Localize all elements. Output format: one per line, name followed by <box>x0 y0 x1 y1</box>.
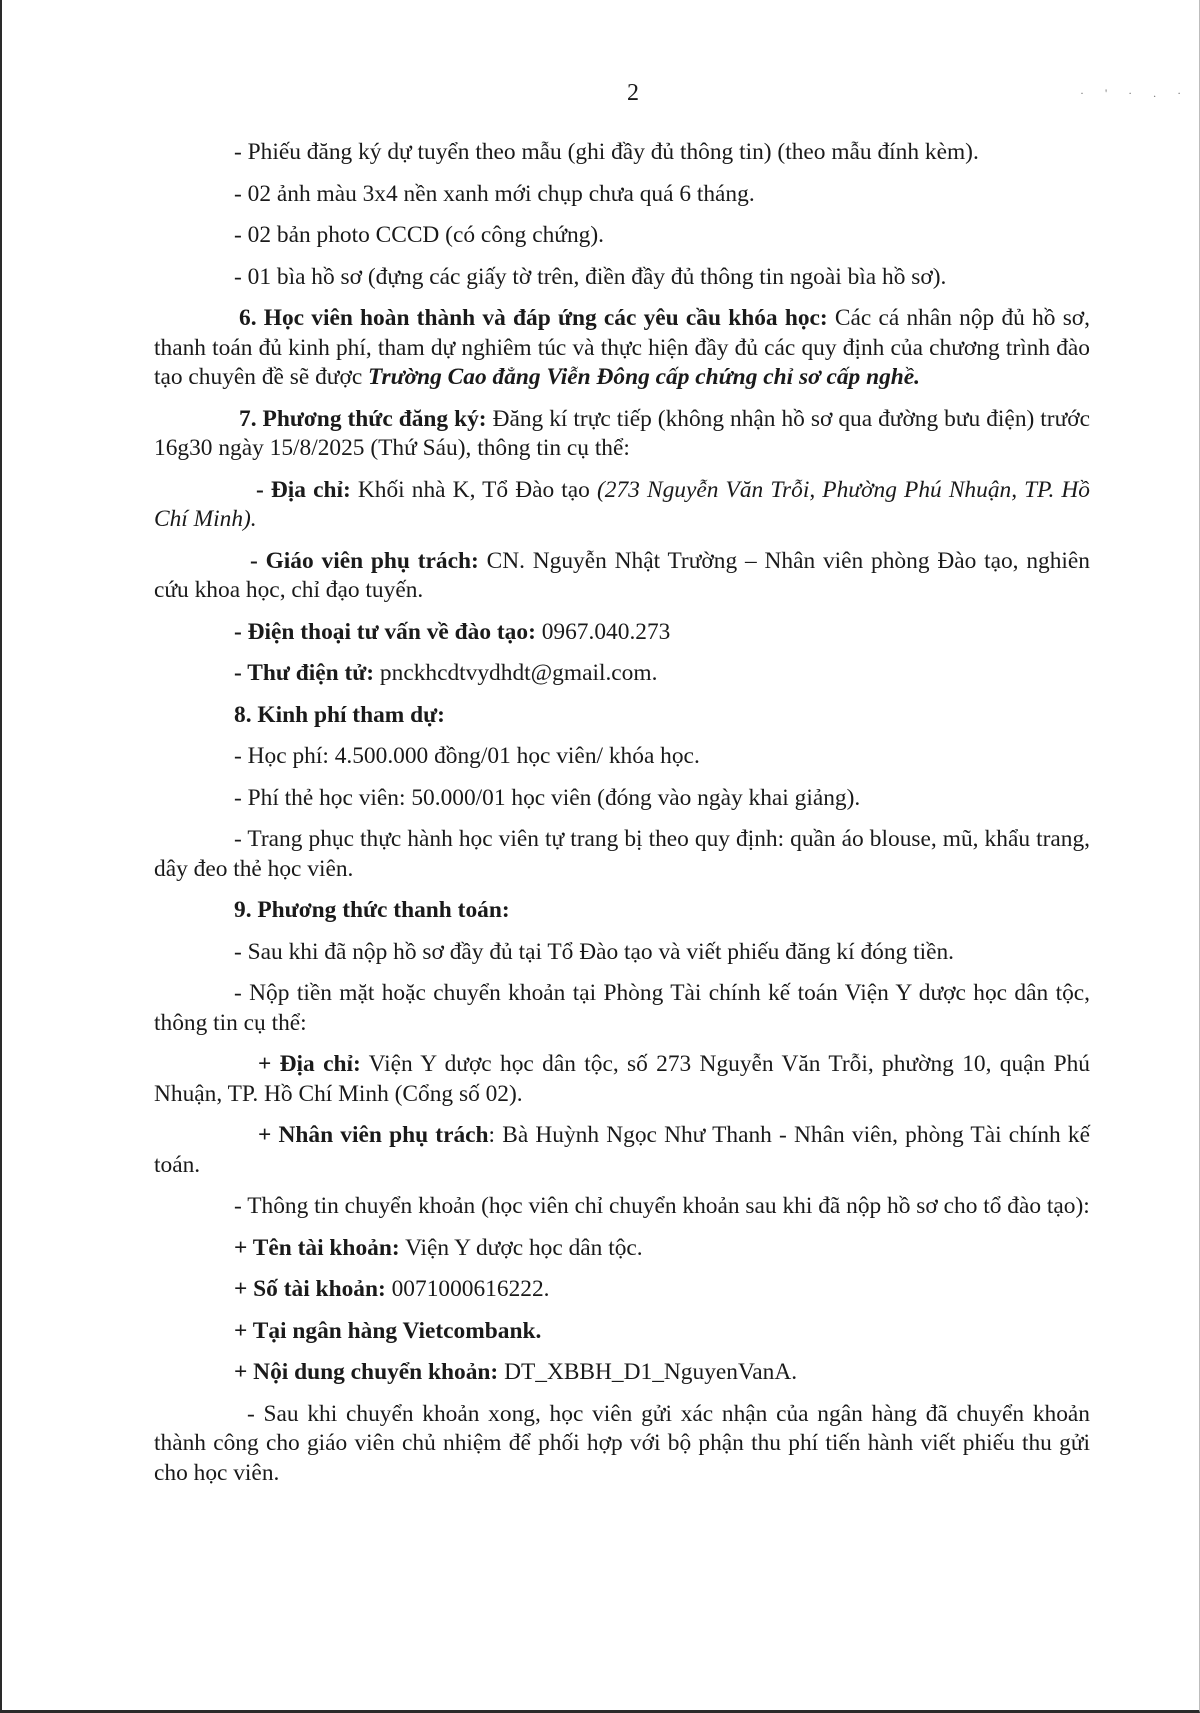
account-name-label: + Tên tài khoản: <box>234 1234 400 1261</box>
transfer-info: - Thông tin chuyển khoản (học viên chỉ chuyển khoản sau khi đã nộp hồ sơ cho tổ đào tạo): <box>234 1193 1090 1219</box>
transfer-content-text: DT_XBBH_D1_NguyenVanA. <box>498 1359 798 1385</box>
section-8-heading-text: 8. Kinh phí tham dự: <box>234 701 445 728</box>
phone-label: - Điện thoại tư vấn về đào tạo: <box>234 618 536 645</box>
scan-specks: · ' · . · <box>1080 86 1191 100</box>
section-6-heading: 6. Học viên hoàn thành và đáp ứng các yêu cầu khóa học: <box>239 305 828 331</box>
section-7-text: Đăng kí trực tiếp (không nhận hồ sơ qua đường bưu điện) trước 16g30 ngày 15/8/2025 (Thứ Sáu), thông tin cụ thể: <box>154 405 1090 461</box>
document-body <box>154 138 1090 1500</box>
payment-staff-label: + Nhân viên phụ trách <box>258 1122 489 1148</box>
section-8-heading <box>154 701 1090 731</box>
section-9-heading-text: 9. Phương thức thanh toán: <box>234 897 510 923</box>
address-text: Khối nhà K, Tổ Đào tạo <box>350 476 597 503</box>
card-fee: - Phí thẻ học viên: 50.000/01 học viên (đóng vào ngày khai giảng). <box>234 784 861 811</box>
payment-address-text: Viện Y dược học dân tộc, số 273 Nguyễn Văn Trỗi, phường 10, quận Phú Nhuận, TP. Hồ Chí Minh (Cổng số 02). <box>154 1051 1090 1107</box>
address-italic: (273 Nguyễn Văn Trỗi, Phường Phú Nhuận, TP. Hồ Chí Minh). <box>154 476 1090 532</box>
phone-text: 0967.040.273 <box>535 618 671 645</box>
after-transfer-note: - Sau khi chuyển khoản xong, học viên gửi xác nhận của ngân hàng đã chuyển khoản thành công cho giáo viên chủ nhiệm để phối hợp với bộ phận thu phí tiến hành viết phiếu thu gửi cho học viên. <box>154 1400 1090 1486</box>
account-number <box>154 1275 1090 1305</box>
account-name <box>154 1234 1090 1264</box>
uniform-note: - Trang phục thực hành học viên tự trang bị theo quy định: quần áo blouse, mũ, khẩu trang, dây đeo thẻ học viên. <box>154 826 1090 882</box>
tuition-fee: - Học phí: 4.500.000 đồng/01 học viên/ khóa học. <box>234 743 700 769</box>
doc-item-registration-form: - Phiếu đăng ký dự tuyển theo mẫu (ghi đầy đủ thông tin) (theo mẫu đính kèm). <box>234 139 979 165</box>
section-6-emphasis: Trường Cao đẳng Viễn Đông cấp chứng chỉ sơ cấp nghề. <box>368 364 921 390</box>
bank-name-text: + Tại ngân hàng Vietcombank. <box>234 1317 542 1344</box>
page-number: 2 <box>627 80 639 106</box>
section-9-heading <box>154 896 1090 926</box>
payment-step-2: - Nộp tiền mặt hoặc chuyển khoản tại Phòng Tài chính kế toán Viện Y dược học dân tộc, thông tin cụ thể: <box>154 980 1090 1036</box>
transfer-content <box>154 1358 1090 1388</box>
doc-item-photos: - 02 ảnh màu 3x4 nền xanh mới chụp chưa quá 6 tháng. <box>234 180 755 207</box>
section-7-paragraph <box>154 405 1090 464</box>
payment-address-label: + Địa chỉ: <box>258 1051 361 1077</box>
payment-staff-text: : Bà Huỳnh Ngọc Như Thanh - Nhân viên, phòng Tài chính kế toán. <box>154 1122 1090 1178</box>
teacher-label: - Giáo viên phụ trách: <box>250 547 479 574</box>
doc-item-id-copies: - 02 bản photo CCCD (có công chứng). <box>234 222 604 248</box>
transfer-content-label: + Nội dung chuyển khoản: <box>234 1359 499 1385</box>
payment-address <box>154 1050 1090 1109</box>
email-label: - Thư điện tử: <box>234 660 375 686</box>
registration-address <box>154 476 1090 535</box>
account-number-label: + Số tài khoản: <box>234 1276 386 1302</box>
contact-email <box>154 659 1090 689</box>
payment-staff <box>154 1121 1090 1180</box>
account-name-text: Viện Y dược học dân tộc. <box>399 1234 643 1261</box>
teacher-text: CN. Nguyễn Nhật Trường – Nhân viên phòng Đào tạo, nghiên cứu khoa học, chỉ đạo tuyến. <box>154 547 1090 603</box>
payment-step-1: - Sau khi đã nộp hồ sơ đầy đủ tại Tổ Đào tạo và viết phiếu đăng kí đóng tiền. <box>234 938 955 965</box>
consult-phone <box>154 618 1090 648</box>
email-text: pnckhcdtvydhdt@gmail.com. <box>374 660 658 686</box>
bank-name <box>154 1317 1090 1347</box>
teacher-in-charge <box>154 547 1090 606</box>
section-6-text: Các cá nhân nộp đủ hồ sơ, thanh toán đủ kinh phí, tham dự nghiêm túc và thực hiện đầy đủ các quy định của chương trình đào tạo chuyên đề sẽ được <box>154 305 1091 390</box>
section-7-heading: 7. Phương thức đăng ký: <box>239 405 487 432</box>
address-label: - Địa chỉ: <box>256 476 351 503</box>
doc-item-folder: - 01 bìa hồ sơ (đựng các giấy tờ trên, điền đầy đủ thông tin ngoài bìa hồ sơ). <box>234 263 947 290</box>
account-number-text: 0071000616222. <box>385 1276 550 1302</box>
section-6-paragraph <box>154 304 1090 393</box>
